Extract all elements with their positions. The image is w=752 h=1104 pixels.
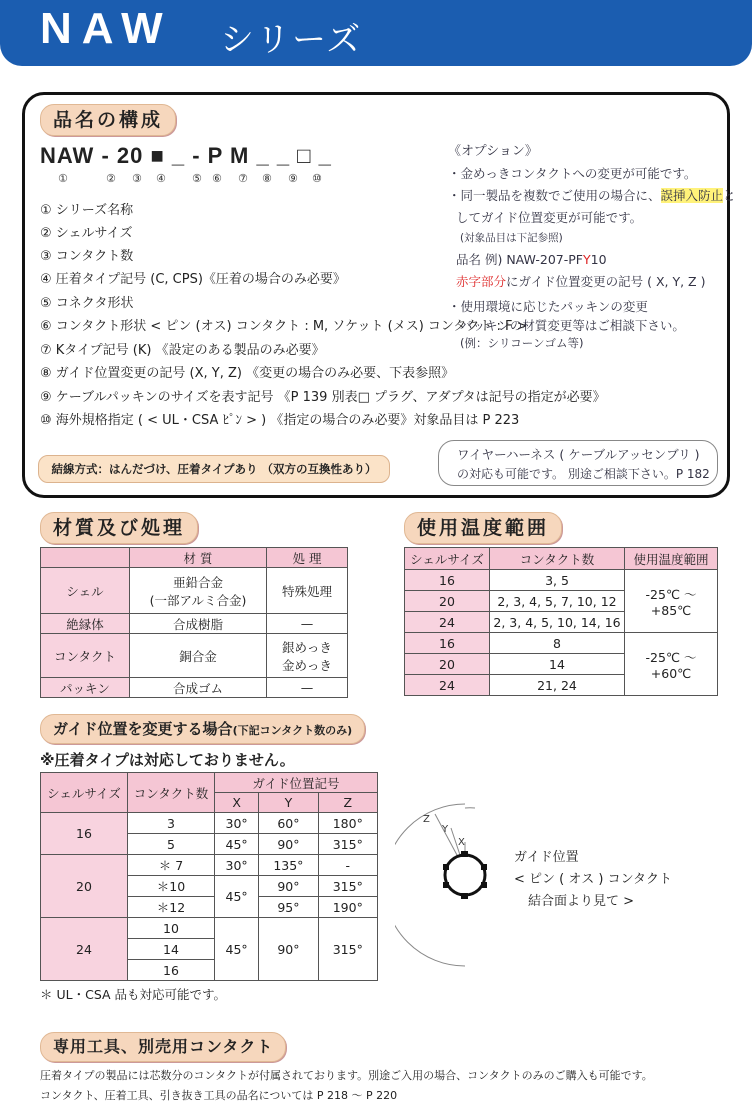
guide-footnote: ＊ UL・CSA 品も対応可能です。 — [40, 987, 227, 1002]
diagram-label-z: Z — [423, 814, 430, 825]
composition-heading: 品名の構成 — [40, 104, 176, 136]
tools-text: 圧着タイプの製品には芯数分のコンタクトが付属されております。別途ご入用の場合、コンタクトのみのご購入も可能です。 — [40, 1069, 653, 1082]
diagram-label-x: X — [458, 837, 465, 848]
item: ① シリーズ名称 — [40, 203, 134, 218]
diagram-label-y: Y — [442, 824, 449, 835]
item: ⑦ Kタイプ記号 (K) 《設定のある製品のみ必要》 — [40, 343, 325, 358]
item: ⑤ コネクタ形状 — [40, 296, 134, 311]
guide-position-diagram — [395, 800, 505, 970]
item: ⑩ 海外規格指定 ( < UL・CSA ﾋﾟﾝ > ) 《指定の場合のみ必要》対象品目は P 223 — [40, 413, 520, 428]
material-table: 材 質 処 理 シェル 亜鉛合金 (一部アルミ合金) 特殊処理 絶縁体 合成樹脂 — コンタクト 銅合金 銀めっき 金めっき パッキン 合成ゴム — — [40, 547, 348, 698]
material-heading: 材質及び処理 — [40, 512, 198, 544]
item: ④ 圧着タイプ記号 (C, CPS)《圧着の場合のみ必要》 — [40, 272, 346, 287]
diagram-caption: < ピン ( オス ) コンタクト — [514, 872, 673, 887]
temperature-table: シェルサイズ コンタクト数 使用温度範囲 16 3, 5 -25℃ ～ +85℃ 20 2, 3, 4, 5, 7, 10, 12 24 2, 3, 4, 5, 10, 14, 16 16 8 -25℃ ～ +60℃ 20 14 24 21, 24 — [404, 547, 718, 696]
tools-text: コンタクト、圧着工具、引き抜き工具の品名については P 218 ～ P 220 — [40, 1089, 398, 1102]
item: ③ コンタクト数 — [40, 249, 134, 264]
item: ② シェルサイズ — [40, 226, 133, 241]
tools-heading: 専用工具、別売用コンタクト — [40, 1032, 286, 1062]
wire-harness-note: ワイヤーハーネス ( ケーブルアッセンブリ ) の対応も可能です。 別途ご相談下さい。P 182 — [438, 440, 718, 486]
connection-method: 結線方式：はんだづけ、圧着タイプあり （双方の互換性あり） — [38, 455, 390, 483]
series-title-suffix: シリーズ — [220, 20, 363, 60]
series-title: NAW — [40, 4, 173, 53]
item: ⑥ コンタクト形状 < ピン (オス) コンタクト : M, ソケット (メス) コンタクト : F > — [40, 319, 528, 334]
item: ⑧ ガイド位置変更の記号 (X, Y, Z) 《変更の場合のみ必要、下表参照》 — [40, 366, 455, 381]
temperature-heading: 使用温度範囲 — [404, 512, 562, 544]
guide-heading: ガイド位置を変更する場合(下記コンタクト数のみ) — [40, 714, 365, 744]
title-banner — [0, 0, 752, 66]
guide-table: シェルサイズ コンタクト数 ガイド位置記号 X Y Z 16 3 30° 60° 180° 5 45° 90° 315° 20 ＊ 7 30° 135° - ＊10 45° 90° 315° ＊12 95° 190° 24 10 45° 90° 315° 14 16 — [40, 772, 378, 981]
diagram-caption: ガイド位置 — [514, 850, 579, 865]
diagram-caption: 結合面より見て > — [528, 894, 635, 909]
guide-note: ※圧着タイプは対応しておりません。 — [40, 751, 295, 769]
item: ⑨ ケーブルパッキンのサイズを表す記号 《P 139 別表□ プラグ、アダプタは記号の指定が必要》 — [40, 390, 606, 405]
part-number-code: NAW - 20 ■ _ - P M _ _ □ _ — [40, 143, 332, 168]
